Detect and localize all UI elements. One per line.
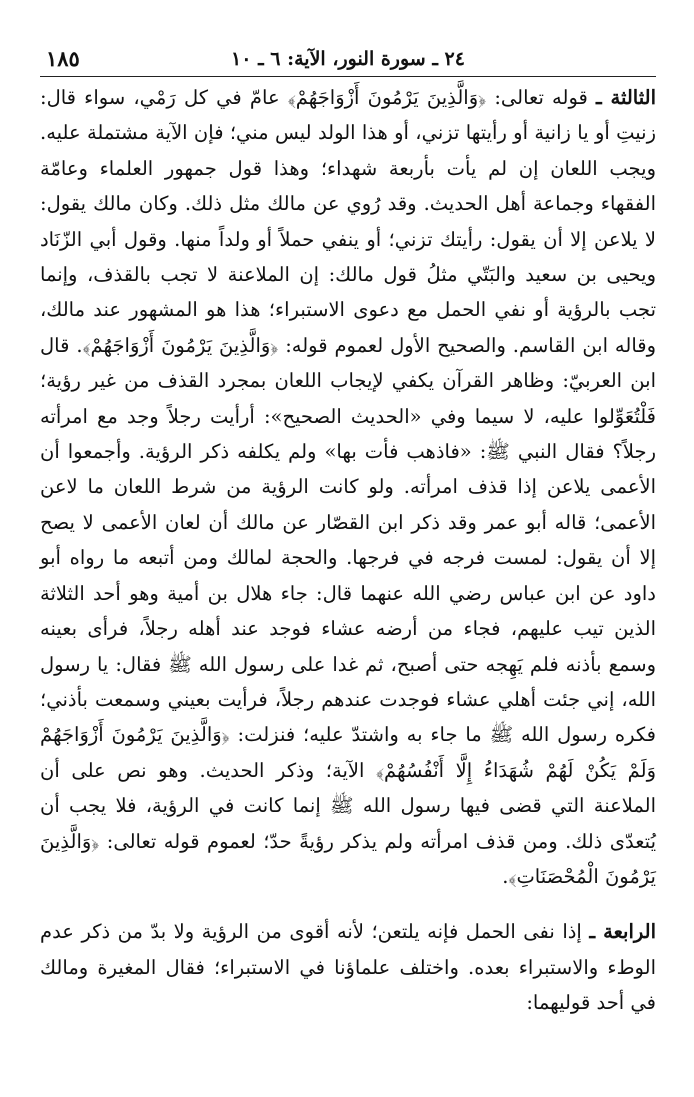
paragraph-heading: الرابعة ـ xyxy=(589,920,656,944)
paragraph-text: إذا نفى الحمل فإنه يلتعن؛ لأنه أقوى من الرؤية ولا بدّ من ذكر عدم الوطء والاستبراء بعده. واختلف علماؤنا في الاستبراء؛ فقال المغيرة ومالك في أحد قوليهما: xyxy=(40,920,656,1015)
page-header xyxy=(40,44,656,77)
page-number: ١٨٥ xyxy=(46,46,80,71)
page-body xyxy=(40,80,656,1021)
paragraph-fourth xyxy=(40,914,656,1020)
paragraph-heading: الثالثة ـ xyxy=(596,86,656,109)
paragraph-text: قوله تعالى: ﴿وَالَّذِينَ يَرْمُونَ أَزْوَاجَهُمْ﴾ عامّ في كل رَمْي، سواء قال: زنيتِ أو يا زانية أو رأيتها تزني، أو هذا الولد ليس مني؛ فإن الآية مشتملة عليه. ويجب اللعان إن لم يأت بأربعة شهداء؛ وهذا قول جمهور العلماء وعامّة الفقهاء وجماعة أهل الحديث. وقد رُوي عن مالك مثل ذلك. وكان مالك يقول: لا يلاعن إلا أن يقول: رأيتك تزني؛ أو ينفي حملاً أو ولداً منها. وقول أبي الزّنَاد ويحيى بن سعيد والبَتّي مثلُ قول مالك: إن الملاعنة لا تجب بالقذف، وإنما تجب بالرؤية أو نفي الحمل مع دعوى الاستبراء؛ هذا هو المشهور عند مالك، وقاله ابن القاسم. والصحيح الأول لعموم قوله: ﴿وَالَّذِينَ يَرْمُونَ أَزْوَاجَهُمْ﴾. قال ابن العربيّ: وظاهر القرآن يكفي لإيجاب اللعان بمجرد القذف من غير رؤية؛ فَلْتُعَوِّلوا عليه، لا سيما وفي «الحديث الصحيح»: أرأيت رجلاً وجد مع امرأته رجلاً؟ فقال النبي ﷺ: «فاذهب فأت بها» ولم يكلفه ذكر الرؤية. وأجمعوا أن الأعمى يلاعن إذا قذف امرأته. ولو كانت الرؤية من شرط اللعان ما لاعن الأعمى؛ قاله أبو عمر وقد ذكر ابن القصّار عن مالك أن لعان الأعمى لا يصح إلا أن يقول: لمست فرجه في فرجها. والحجة لمالك ومن أتبعه ما رواه أبو داود عن ابن عباس رضي الله عنهما قال: جاء هلال بن أمية وهو أحد الثلاثة الذين تيب عليهم، فجاء من أرضه عشاء فوجد عند أهله رجلاً، فرأى بعينه وسمع بأذنه فلم يَهِجه حتى أصبح، ثم غدا على رسول الله ﷺ فقال: يا رسول الله، إني جئت أهلي عشاء فوجدت عندهم رجلاً، فرأيت بعيني وسمعت بأذني؛ فكره رسول الله ﷺ ما جاء به واشتدّ عليه؛ فنزلت: ﴿وَالَّذِينَ يَرْمُونَ أَزْوَاجَهُمْ وَلَمْ يَكُنْ لَهُمْ شُهَدَاءُ إِلَّا أَنْفُسُهُمْ﴾ الآية؛ وذكر الحديث. وهو نص على أن الملاعنة التي قضى فيها رسول الله ﷺ إنما كانت في الرؤية، فلا يجب أن يُتعدّى ذلك. ومن قذف امرأته ولم يذكر رؤيةً حدّ؛ لعموم قوله تعالى: ﴿وَالَّذِينَ يَرْمُونَ الْمُحْصَنَاتِ﴾. xyxy=(40,86,656,888)
page-title: ٢٤ ـ سورة النور، الآية: ٦ ـ ١٠ xyxy=(231,48,465,70)
paragraph-third xyxy=(40,80,656,894)
